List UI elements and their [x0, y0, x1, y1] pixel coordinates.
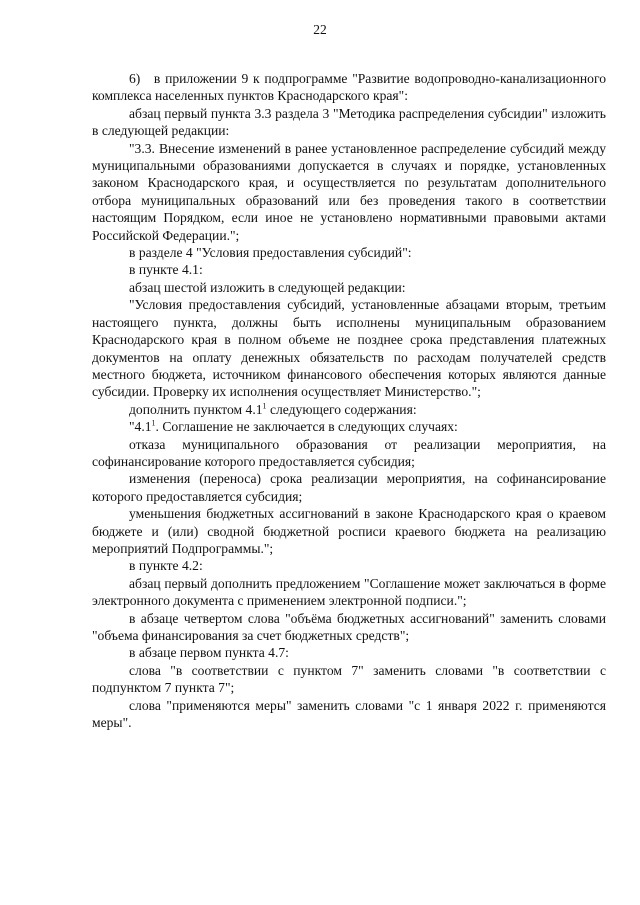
text-fragment: дополнить пунктом 4.1 [129, 401, 263, 417]
document-body [92, 70, 606, 731]
superscript: 1 [262, 401, 267, 411]
paragraph-case-refusal: отказа муниципального образования от реализации мероприятия, на софинансирование которого предоставляется субсидия; [92, 436, 606, 469]
paragraph-add-point-4-1-1 [92, 401, 606, 418]
text-fragment: "4.1 [129, 419, 152, 435]
paragraph-section-4: в разделе 4 "Условия предоставления субсидий": [129, 245, 412, 261]
paragraph-point-4-7: в абзаце первом пункта 4.7: [129, 645, 289, 661]
text-fragment: . Соглашение не заключается в следующих случаях: [155, 419, 458, 435]
paragraph-replace-point-7: слова "в соответствии с пунктом 7" заменить словами "в соответствии с подпунктом 7 пункта 7"; [92, 662, 606, 696]
paragraph-electronic-doc: абзац первый дополнить предложением "Соглашение может заключаться в форме электронного документа с применением электронной подписи."; [92, 575, 606, 609]
paragraph-item-6: 6) в приложении 9 к подпрограмме "Развитие водопроводно-канализационного комплекса населенных пунктов Краснодарского края": [92, 71, 606, 104]
paragraph-replace-measures: слова "применяются меры" заменить словами "с 1 января 2022 г. применяются меры". [92, 697, 606, 731]
paragraph-quote-conditions: "Условия предоставления субсидий, установленные абзацами вторым, третьим настоящего пункта, должны быть исполнены муниципальным образованием Краснодарского края в полном объеме не позднее срока представления платежных документов на оплату денежных обязательств по расходам получателей средств местного бюджета, источником финансового обеспечения которых являются данные субсидии. Проверку их исполнения осуществляет Министерство."; [92, 297, 606, 400]
paragraph-abzac-4: в абзаце четвертом слова "объёма бюджетных ассигнований" заменить словами "объема финансирования за счет бюджетных средств"; [92, 610, 606, 643]
text-fragment: следующего содержания: [266, 401, 417, 417]
page-number: 22 [313, 22, 327, 37]
paragraph-quote-4-1-1 [92, 418, 606, 435]
paragraph-point-4-1: в пункте 4.1: [129, 262, 203, 278]
superscript: 1 [151, 418, 156, 428]
paragraph-case-reduction: уменьшения бюджетных ассигнований в законе Краснодарского края о краевом бюджете и (или) сводной бюджетной росписи краевого бюджета на реализацию мероприятий Подпрограммы."; [92, 506, 606, 556]
paragraph-case-change: изменения (переноса) срока реализации мероприятия, на софинансирование которого предоставляется субсидия; [92, 471, 606, 504]
paragraph-abzac-6: абзац шестой изложить в следующей редакции: [129, 279, 406, 295]
paragraph-abzac-3-3: абзац первый пункта 3.3 раздела 3 "Методика распределения субсидии" изложить в следующей редакции: [92, 105, 606, 139]
paragraph-point-4-2: в пункте 4.2: [129, 558, 203, 574]
paragraph-quote-3-3: "3.3. Внесение изменений в ранее установленное распределение субсидий между муниципальными образованиями допускается в случаях и порядке, установленных законом Краснодарского края, и осуществляется по результатам дополнительного отбора муниципальных образований или без проведения такого в соответствии настоящим Порядком, если иное не установлено нормативными правовыми актами Российской Федерации."; [92, 140, 606, 243]
